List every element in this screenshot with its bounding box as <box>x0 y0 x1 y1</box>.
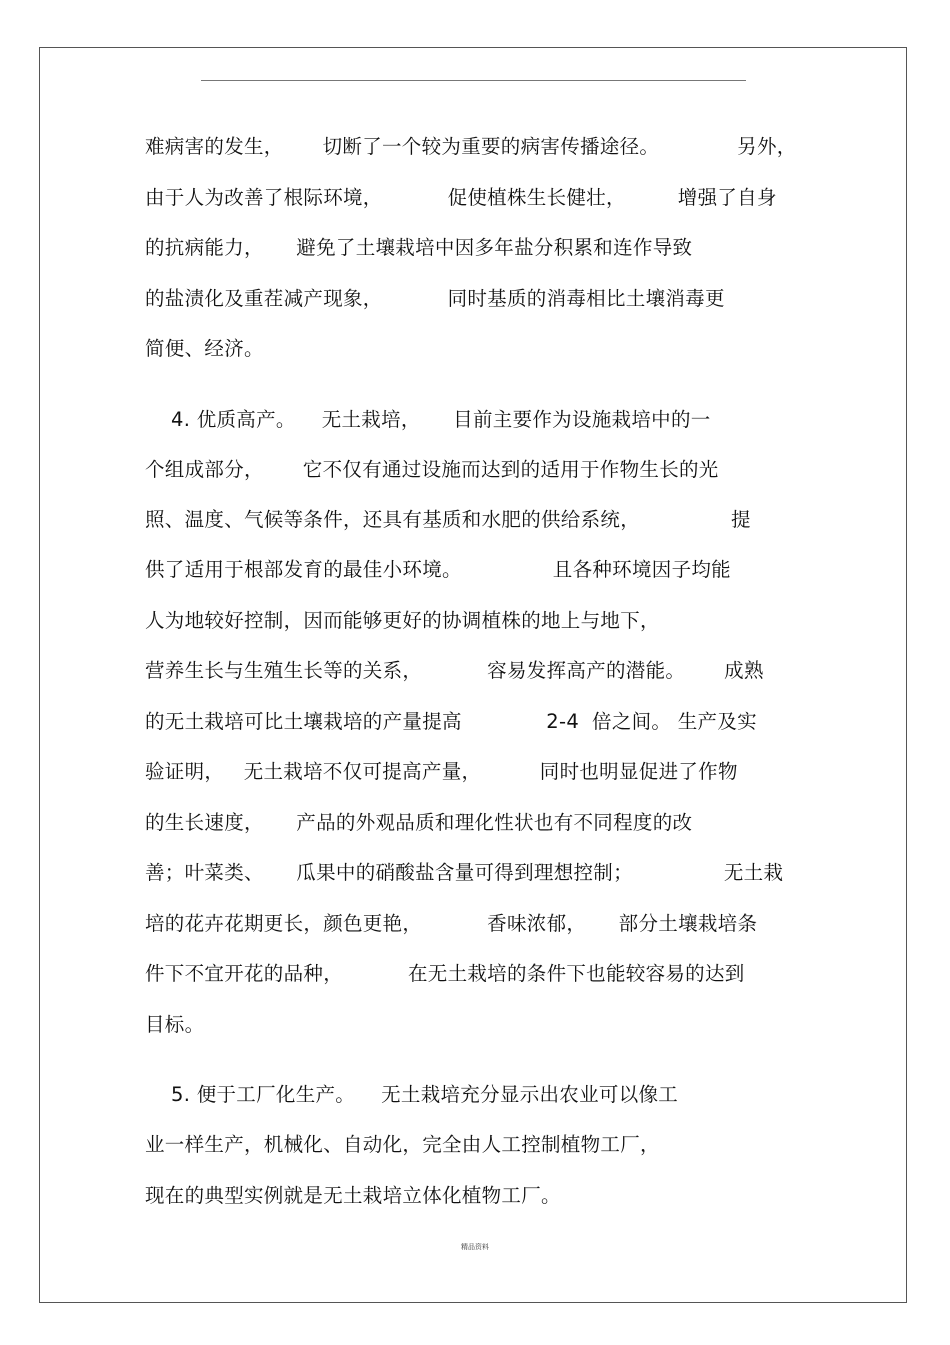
text-line: 的无土栽培可比土壤栽培的产量提高 2-4 倍之间。 生产及实 <box>145 710 757 733</box>
text-line: 的生长速度， 产品的外观品质和理化性状也有不同程度的改 <box>145 811 693 834</box>
text-line: 营养生长与生殖生长等的关系， 容易发挥高产的潜能。 成熟 <box>145 659 764 682</box>
text-line: 业一样生产，机械化、自动化，完全由人工控制植物工厂， <box>145 1133 660 1156</box>
header-rule <box>201 80 746 81</box>
text-line: 由于人为改善了根际环境， 促使植株生长健壮， 增强了自身 <box>145 186 777 209</box>
text-line: 个组成部分， 它不仅有通过设施而达到的适用于作物生长的光 <box>145 458 719 481</box>
text-line: 验证明， 无土栽培不仅可提高产量， 同时也明显促进了作物 <box>145 760 738 783</box>
page-footer: 精品资料 <box>461 1243 489 1251</box>
text-line: 的抗病能力， 避免了土壤栽培中因多年盐分积累和连作导致 <box>145 236 693 259</box>
text-line: 善；叶菜类、 瓜果中的硝酸盐含量可得到理想控制； 无土栽 <box>145 861 784 884</box>
text-line: 人为地较好控制，因而能够更好的协调植株的地上与地下， <box>145 609 660 632</box>
text-line: 培的花卉花期更长，颜色更艳， 香味浓郁， 部分土壤栽培条 <box>145 912 758 935</box>
text-line: 难病害的发生， 切断了一个较为重要的病害传播途径。 另外， <box>145 135 797 158</box>
text-line: 照、温度、气候等条件，还具有基质和水肥的供给系统， 提 <box>145 508 751 531</box>
text-line: 的盐渍化及重茬减产现象， 同时基质的消毒相比土壤消毒更 <box>145 287 725 310</box>
text-line: 现在的典型实例就是无土栽培立体化植物工厂。 <box>145 1184 561 1207</box>
text-line: 简便、经济。 <box>145 337 264 360</box>
text-line: 件下不宜开花的品种， 在无土栽培的条件下也能较容易的达到 <box>145 962 745 985</box>
text-line: 5. 便于工厂化生产。 无土栽培充分显示出农业可以像工 <box>145 1083 679 1106</box>
text-line: 4. 优质高产。 无土栽培， 目前主要作为设施栽培中的一 <box>145 408 711 431</box>
text-line: 供了适用于根部发育的最佳小环境。 且各种环境因子均能 <box>145 558 731 581</box>
text-line: 目标。 <box>145 1013 205 1036</box>
